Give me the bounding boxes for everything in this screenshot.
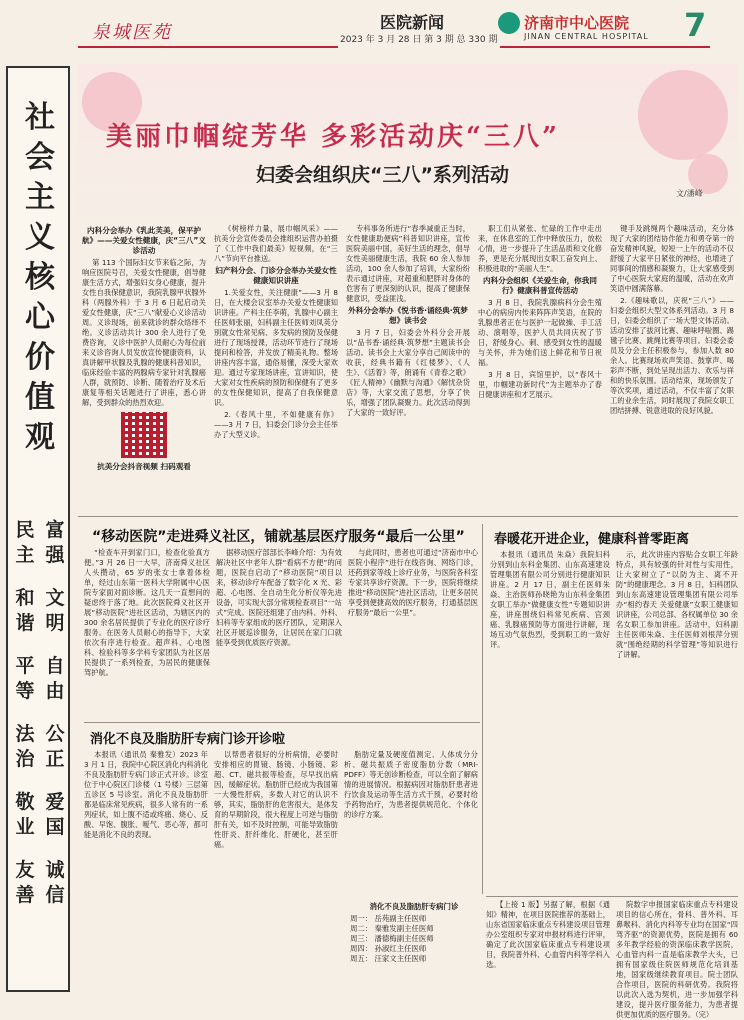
paragraph: 职工们从紧张、忙碌的工作中走出来，在休息室的工作中释放压力，放松心情，进一步提升了生活品质和文化修养，更是充分展现出女职工奋发向上、积极进取的“美丽人生”。 — [478, 224, 602, 273]
value-word: 和谐 — [15, 587, 35, 634]
value-word: 敬业 — [15, 791, 35, 838]
paragraph: 2.《趣味歌以，庆祝“三八”》——妇委会组织大型文体系列活动。3 月 8 日，妇委会组织了一场大型文体活动。活动安排了拔河比赛、趣味呼啦圈、踢毽子比赛、跳绳比赛等项目。妇委会委员及分会主任积极参与，参加人数 80 余人。比赛现场欢声笑语、鼓掌声、喝彩声不断，到处呈现出活力、欢乐与祥和的快乐氛围。活动结束，现场颁发了等次奖项，通过活动，不仅丰富了女职工的业余生活，同时展现了我院女职工团结拼搏、锐意进取的良好风貌。 — [610, 296, 734, 415]
feature-title: 美丽巾帼绽芳华 多彩活动庆“三八” — [106, 122, 560, 152]
value-pair — [14, 586, 66, 636]
feature-column — [610, 224, 734, 514]
subheading: 内科分会举办《乳此芙美，保平护航》——关爱女性健康，庆“三八”义诊活动 — [82, 226, 206, 255]
masthead-rule-left — [78, 46, 338, 48]
section-divider — [84, 722, 480, 723]
value-word: 爱国 — [45, 791, 65, 838]
schedule-row: 周三： 潘德梅副主任医师 — [350, 934, 434, 943]
spring-headline: 春暖花开进企业，健康科普零距离 — [494, 532, 690, 547]
paragraph: 3 月 7 日，妇委会外科分会开展以“品书香·诵经典·筑梦想”主题读书会活动。读书会上大家分享自己阅读中的收获，经典书籍有《红楼梦》、《人生》、《活着》等，朗诵有《青春之歌》《匠人精神》《幽默与沟通》《解忧杂货店》等，大家交流了思想，分享了快乐，增强了团队凝聚力。此次活动得到了大家的一致好评。 — [346, 328, 470, 417]
paragraph: 以帮患者很好的分析病情，必要时安排相应的胃镜、肠镜、小肠镜、彩超、CT、磁共振等检查，尽早找出病因，缓解症状。脂肪肝已经成为我国第一大慢性肝病，多数人对它的认识不够，其实，脂肪肝的危害很大，是体发育的早期阶段，很大程度上可逆与脂肪肝有关，如不及时控制，可能导致脂肪性肝炎、肝纤维化、肝硬化，甚至肝癌。 — [214, 750, 338, 849]
paragraph: 本报讯（通讯员 朱焱）我院妇科分别到山东科金集团、山东高速建设管理集团有限公司分别进行健康知识讲座。2 月 17 日，副主任医师朱焱、主治医师孙晓艳为山东科金集团女职工举办“做健康女性”专题知识讲座，讲座围绕妇科常见疾病、宫颈癌、乳腺癌预防等方面进行讲解，现场互动气氛热烈，受到职工的一致好评。 — [490, 550, 610, 649]
feature-subtitle: 妇委会组织庆“三八”系列活动 — [256, 164, 509, 186]
decor-flower — [638, 70, 728, 160]
value-word: 民主 — [15, 519, 35, 566]
schedule-row: 周五： 汪家文主任医师 — [350, 954, 427, 963]
schedule-row: 周二： 秦雅发副主任医师 — [350, 924, 434, 933]
mobile-article-col3 — [348, 548, 478, 718]
page-number: 7 — [684, 6, 707, 44]
issue-meta: 2023 年 3 月 28 日 第 3 期 总 330 期 — [340, 35, 498, 45]
paragraph: 院数字申报国家临床重点专科建设项目的信心所在，骨科、普外科、耳鼻喉科、消化内科等专业均在国家“四驾齐驱”的资源优势，医院是拥有 60 多年教学经验的资深临床教学医院，心血管内科一直是临床教学大头，已拥有国家级住院医师规范化培训基地，国家级继续教育项目。院士团队合作项目，医院的科研优势。我院将以此次入选为契机，进一步加强学科建设，提升医疗服务能力，为患者提供更加优质的医疗服务。（完） — [616, 900, 738, 1019]
schedule-title: 消化不良及脂肪肝专病门诊 — [369, 902, 459, 911]
spring-article-col1 — [490, 550, 610, 890]
continued-article-col1 — [486, 900, 610, 994]
value-pair — [14, 858, 66, 908]
section-title: 医院新闻 — [380, 13, 445, 32]
section-divider — [78, 516, 738, 517]
value-word: 文明 — [45, 587, 65, 634]
banner-slogan: 社会主义核心价值观 — [25, 100, 55, 455]
mobile-article-col2 — [216, 548, 342, 718]
clinic-schedule — [350, 902, 478, 964]
digestive-col3 — [344, 750, 478, 900]
column-title: 泉城医苑 — [92, 22, 172, 43]
core-values-banner — [6, 66, 70, 992]
section-divider — [486, 896, 738, 897]
spring-article-col2 — [616, 550, 738, 890]
feature-column — [82, 224, 206, 514]
paragraph: 与此同时，患者也可通过“济南市中心医院小程序”进行在线咨询、网络门诊，还药到家等线上诊疗业务，与医院各科室专家共享诊疗资源。下一步，医院将继续推进“移动医院”进社区活动，让更多居民享受到便捷高效的医疗服务，打通基层医疗服务“最后一公里”。 — [348, 548, 478, 617]
value-word: 法治 — [15, 723, 35, 770]
hospital-logo-icon — [498, 12, 520, 34]
paragraph: 本报讯（通讯员 秦雅发）2023 年 3 月 1 日，我院中心院区消化内科消化不良及脂肪肝专病门诊正式开诊。诊室位于中心院区门诊楼（1 号楼）三层第五诊区 5 号诊室。消化不良及脂肪肝都是临床常见疾病，很多人常有的一系列症状，如上腹不适或疼痛、烧心、反酸、早饱、腹胀、嗳气、恶心等，都可能是消化不良的表现。 — [84, 750, 208, 839]
value-word: 富强 — [45, 519, 65, 566]
feature-article — [78, 64, 738, 514]
feature-columns — [78, 224, 738, 514]
value-word: 平等 — [15, 655, 35, 702]
mobile-hospital-headline: “移动医院”走进舜义社区，铺就基层医疗服务“最后一公里” — [92, 529, 465, 545]
paragraph: 专科事务所进行“春季减重正当时，女性健康助便病”科普知识讲座，宣传医院美丽中国，美好生活的理念，倡导女性美丽健康生活，我院 60 余人参加活动，100 余人参加了培训，大家纷纷表示通过讲座，对超重和肥胖对身体的危害有了更深刻的认识，提高了健康保健意识，受益匪浅。 — [346, 224, 470, 303]
paragraph: 《树榜样力量，展巾帼风采》——抗美分会宣传委员会推组织运营办拍摄了《工作中我们最美》短视频，在“三八”节向平台推送。 — [214, 224, 338, 263]
subheading: 妇产科分会、门诊分会举办关爱女性健康知识讲座 — [215, 266, 337, 285]
qr-code-icon[interactable] — [121, 412, 167, 458]
paragraph: 示，此次讲座内容贴合女职工年龄特点，具有较强的针对性与实用性，让大家树立了“以防为主、离不开防”的健康理念。3 月 8 日，妇科团队到山东高速建设管理集团有限公司举办“相约春天 关爱健康”女职工健康知识讲座，公司总部、各权属单位 30 余名女职工参加讲座。活动中，妇科副主任医师朱焱、主任医师刘根萍分别就“围绝经期的科学管理”等知识进行了讲解。 — [616, 550, 738, 659]
value-word: 诚信 — [45, 859, 65, 906]
paragraph: 据移动医疗部部长李峰介绍：为有效解决社区中老年人群“看病不方便”的问题，医院自启动了“移动医院”项目以来，移动诊疗车配备了数字化 X 光、彩超、心电图、全自动生化分析仪等先进设备，可实现大部分常规检查项目“一站式”完成。医院还组建了由内科、外科、妇科等专家组成的医疗团队，定期深入社区开展巡诊服务，让居民在家门口就能享受到优质医疗资源。 — [216, 548, 342, 647]
feature-column — [214, 224, 338, 514]
feature-byline: 文/潘峰 — [676, 189, 703, 198]
value-pair — [14, 654, 66, 704]
value-word: 公正 — [45, 723, 65, 770]
digestive-col1 — [84, 750, 208, 994]
value-pair — [14, 790, 66, 840]
paragraph: 脂肪定量及硬度值测定、人体成分分析、磁共振质子密度脂肪分数（MRI-PDFF）等无创诊断检查，可以全面了解病情的进展情况。根据病因对脂肪肝患者进行饮食及运动等生活方式干预，必要时给予药物治疗，为患者提供规范化、个体化的诊疗方案。 — [344, 750, 478, 819]
digestive-headline: 消化不良及脂肪肝专病门诊开诊啦 — [90, 732, 286, 747]
paragraph: 【上接 1 版】另据了解，根据《通知》精神，在项目医院推荐的基础上，山东省国家临床重点专科建设项目管理办公室组织专家对申报材料进行评审，确定了此次国家临床重点专科建设项目，我院普外科、心血管内科等学科入选。 — [486, 900, 610, 969]
value-word: 友善 — [15, 859, 35, 906]
paragraph: 键手及跳绳两个趣味活动，充分体现了大家的团结协作能力和勇夺第一的奋发精神风貌，短短一上午的活动不仅舒缓了大家平日紧张的神经，也增进了同事间的情感和凝聚力，让大家感受到了中心医院大家庭的温暖，活动在欢声笑语中圆满落幕。 — [610, 224, 734, 293]
hospital-name-en: JINAN CENTRAL HOSPITAL — [524, 32, 649, 41]
value-pair — [14, 518, 66, 568]
value-pair — [14, 722, 66, 772]
paragraph: 3 月 8 日，宾馆里护，以“春风十里，巾帼建功新时代”为主题举办了春日健康讲座和才艺展示。 — [478, 370, 602, 399]
masthead — [0, 0, 744, 58]
feature-column — [346, 224, 470, 514]
continued-article-col2 — [616, 900, 738, 1019]
schedule-row: 周一： 岳苑副主任医师 — [350, 914, 427, 923]
paragraph: 1.关爱女性，关注健康”——3 月 8 日，在大楼会议室举办关爱女性健康知识讲座。产科主任李萌，乳腺中心副主任医师张丽，妇科副主任医师刘凤英分别就女性常见病、多发病的预防及保健进行了现场授课，活动环节进行了现场提问和检答，并发放了精美礼物。整场讲座内容丰富，通俗易懂，深受大家欢迎。通过专家现场讲座，宣讲知识，使大家对女性疾病的预防和保健有了更多的女性保健知识，提高了自我保健意识。 — [214, 288, 338, 407]
schedule-row: 周四： 孙淑红主任医师 — [350, 944, 427, 953]
digestive-col2 — [214, 750, 338, 994]
hospital-name: 济南市中心医院 — [524, 14, 630, 32]
value-word: 自由 — [45, 655, 65, 702]
mobile-article-col1 — [84, 548, 210, 718]
subheading: 外科分会举办《悦书香·诵经典·筑梦想》读书会 — [348, 306, 468, 325]
paragraph: 2.《春风十里，不如健康有你》——3 月 7 日，妇委会门诊分会主任举办了大型义诊。 — [214, 410, 338, 439]
subheading: 内科分会组织《关爱生命，你我同行》健康科普宣传活动 — [483, 276, 597, 295]
column-divider — [482, 524, 483, 894]
masthead-rule-right — [500, 46, 710, 48]
paragraph: 第 113 个国际妇女节来临之际，为响应医院号召，关爱女性健康，倡导健康生活方式，增强妇女身心健康，提升女性自我保健意识，我院乳腺甲状腺外科（两腺外科）于 3 月 6 日起启动关爱女性健康，庆“三八”献爱心义诊活动周。义诊现场，前来就诊的群众络绎不绝。义诊活动共计 300 余人进行了免费咨询，义诊中医护人员耐心为每位前来义诊咨询人员发放宣传健康资料，认真讲解甲状腺及乳腺的健康科普知识，临床经验丰富的两腺病专家针对乳腺癌人群，就预防、诊断、随着治疗及术后康复等相关话题进行了讲座，悉心讲解，受到群众的热烈欢迎。 — [82, 258, 206, 407]
banner-values — [14, 518, 66, 926]
subheading: 抗美分会抖音视频 扫码观看 — [97, 462, 191, 471]
paragraph: “检查车开到家门口，检查化验真方便。”3 月 26 日一大早，济南舜义社区人头攒动，65 岁的张女士拿着体检单，经过山东第一医科大学附属中心医院专家面对面诊断。这几天一直想问的疑虑终于落了地。此次医院舜义社区开展“移动医院”进社区活动，为辖区内的 300 余名居民提供了专业化的医疗诊疗服务。在医务人员耐心的指导下，大家依次有序进行检查。超声科、心电图科、检验科等多学科专家团队为社区居民提供了一系列检查，为居民的健康保驾护航。 — [84, 548, 210, 677]
paragraph: 3 月 8 日，我院乳腺病科分会生殖中心的病房内传来阵阵声笑语，在院的乳腺患者正在与医护一起做操、手工活动、演唱等，医护人员共同庆祝了节日，舒缓身心。刺、感受到女性的温暖与关怀，并为她们送上鲜花和节日祝福。 — [478, 298, 602, 367]
feature-column — [478, 224, 602, 514]
